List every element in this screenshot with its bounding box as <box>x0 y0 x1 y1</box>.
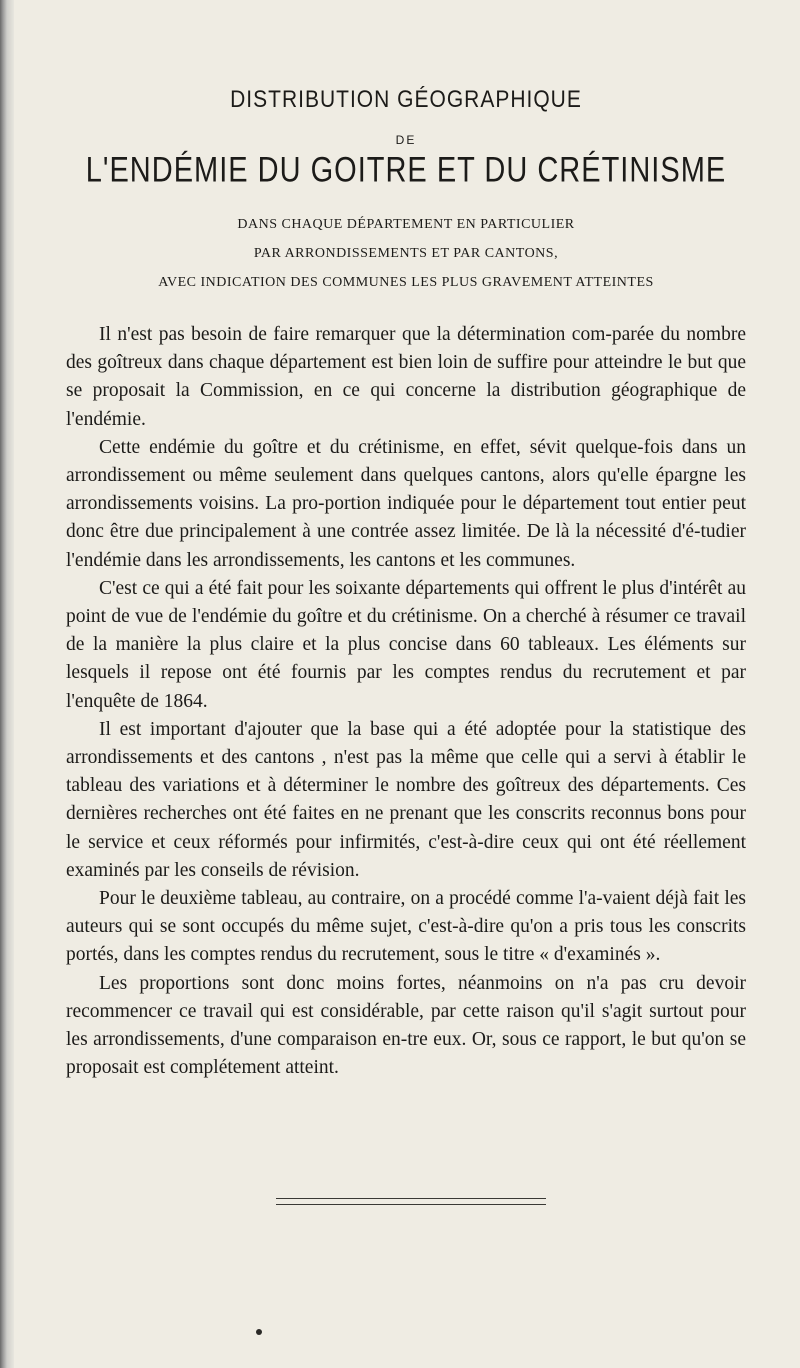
subtitle-line-3: AVEC INDICATION DES COMMUNES LES PLUS GRAVEMENT ATTEINTES <box>158 275 654 290</box>
paragraph-6: Les proportions sont donc moins fortes, néanmoins on n'a pas cru devoir recommencer ce travail qui est considérable, par cette raison qu'il s'agit surtout pour les arrondissements, d'une comparaison en-tre eux. Or, sous ce rapport, le but qu'on se proposait est complétement atteint. <box>66 972 746 1079</box>
subtitle-line-1: DANS CHAQUE DÉPARTEMENT EN PARTICULIER <box>237 217 575 232</box>
paragraph-5: Pour le deuxième tableau, au contraire, on a procédé comme l'a-vaient déjà fait les auteurs qui se sont occupés du même sujet, c'est-à-dire qu'on a pris tous les conscrits portés, dans les comptes rendus du recrutement, sous le titre « d'examinés ». <box>66 888 746 966</box>
book-binding-edge <box>0 0 14 1368</box>
document-page <box>50 0 762 1368</box>
paragraph-3: C'est ce qui a été fait pour les soixante départements qui offrent le plus d'intérêt au point de vue de l'endémie du goître et du crétinisme. On a cherché à résumer ce travail de la manière la plus claire et la plus concise dans 60 tableaux. Les éléments sur lesquels il repose ont été fournis par les comptes rendus du recrutement et par l'enquête de 1864. <box>66 577 746 712</box>
closing-rule-top <box>276 1198 546 1199</box>
subtitle-line-2: PAR ARRONDISSEMENTS ET PAR CANTONS, <box>253 246 559 261</box>
paragraph-4: Il est important d'ajouter que la base qui a été adoptée pour la statistique des arrondissements et des cantons , n'est pas la même que celle qui a servi à établir le tableau des variations et à déterminer le nombre des goîtreux des départements. Ces dernières recherches ont été faites en ne prenant que les conscrits reconnus bons pour le service et ceux réformés pour infirmités, c'est-à-dire ceux qui ont été réellement examinés par les conseils de révision. <box>66 718 746 881</box>
ink-dot <box>256 1329 262 1335</box>
main-title: L'ENDÉMIE DU GOITRE ET DU CRÉTINISME <box>85 151 727 191</box>
paragraph-1: Il n'est pas besoin de faire remarquer que la détermination com-parée du nombre des goîtreux dans chaque département est bien loin de suffire pour atteindre le but que se proposait la Commission, en ce qui concerne la distribution géographique de l'endémie. <box>66 324 746 430</box>
title-distribution: DISTRIBUTION GÉOGRAPHIQUE <box>230 86 582 113</box>
body-text <box>66 321 746 1082</box>
closing-rule-bottom <box>276 1204 546 1205</box>
paragraph-2: Cette endémie du goître et du crétinisme, en effet, sévit quelque-fois dans un arrondissement ou même seulement dans quelques cantons, alors qu'elle épargne les arrondissements voisins. La pro-portion indiquée pour le département tout entier peut donc être due principalement à une contrée assez limitée. De là la nécessité d'é-tudier l'endémie dans les arrondissements, les cantons et les communes. <box>66 436 746 571</box>
title-de: DE <box>395 133 417 147</box>
